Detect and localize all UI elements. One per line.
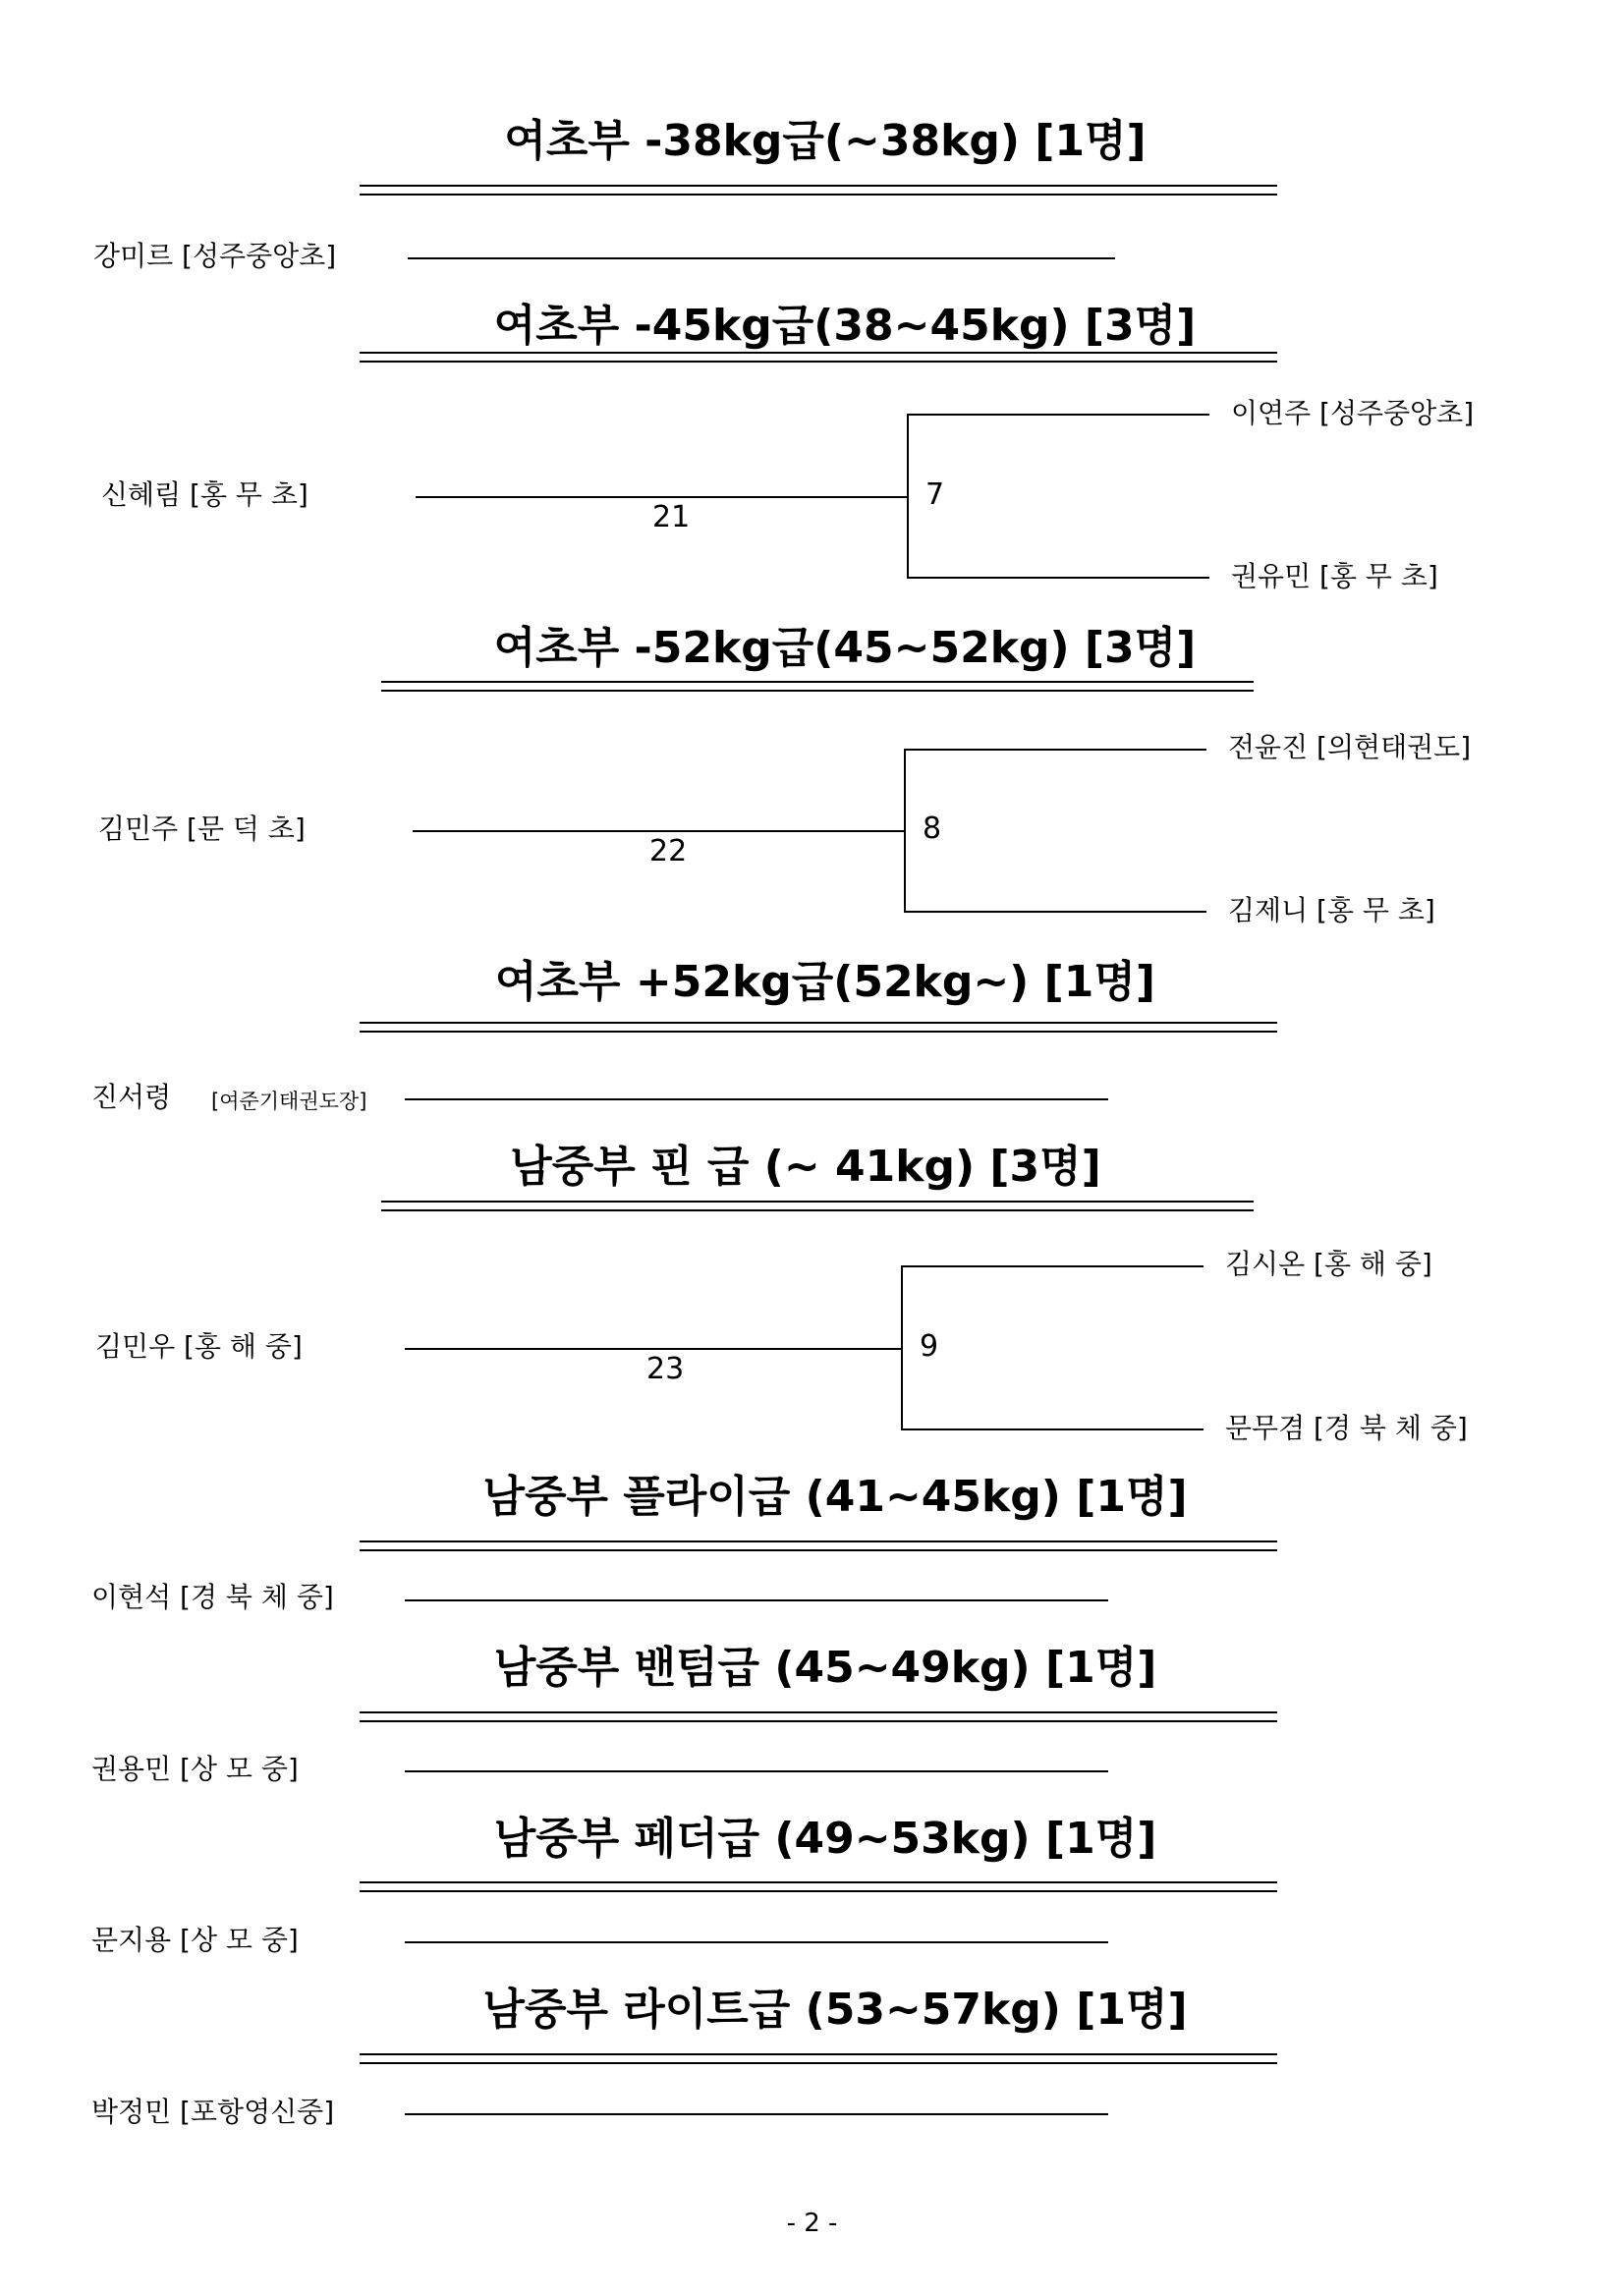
- title-underline: [360, 185, 1277, 196]
- bracket-line: [907, 414, 909, 579]
- athlete-name: 김민우 [홍 해 중]: [95, 1330, 303, 1363]
- section-title: 여초부 +52kg급(52kg~) [1명]: [495, 957, 1155, 1007]
- athlete-name: 권유민 [홍 무 초]: [1231, 560, 1438, 592]
- section-title: 남중부 플라이급 (41~45kg) [1명]: [482, 1472, 1188, 1522]
- athlete-name: 신혜림 [홍 무 초]: [101, 478, 308, 511]
- match-number: 7: [925, 477, 945, 512]
- bracket-line: [901, 1265, 903, 1430]
- bracket-line: [907, 577, 1209, 579]
- athlete-name: 이연주 [성주중앙초]: [1231, 397, 1475, 429]
- athlete-name: 진서령: [91, 1081, 172, 1113]
- bracket-line: [416, 496, 907, 498]
- athlete-name: 문무겸 [경 북 체 중]: [1225, 1412, 1468, 1444]
- title-underline: [360, 1022, 1277, 1033]
- athlete-name: 강미르 [성주중앙초]: [93, 240, 337, 272]
- section-title: 남중부 페더급 (49~53kg) [1명]: [493, 1814, 1157, 1864]
- athlete-name: 김민주 [문 덕 초]: [98, 812, 306, 845]
- title-underline: [360, 352, 1277, 363]
- bracket-line: [405, 1098, 1108, 1100]
- section-title: 남중부 핀 급 (~ 41kg) [3명]: [510, 1142, 1101, 1192]
- bracket-line: [904, 749, 906, 913]
- bracket-line: [405, 1348, 901, 1350]
- athlete-club: [여준기태권도장]: [211, 1090, 367, 1113]
- match-number: 9: [920, 1329, 939, 1364]
- bracket-line: [901, 1428, 1204, 1430]
- athlete-name: 박정민 [포항영신중]: [91, 2096, 335, 2128]
- section-title: 남중부 라이트급 (53~57kg) [1명]: [482, 1985, 1188, 2035]
- title-underline: [360, 1711, 1277, 1722]
- bracket-line: [405, 2113, 1108, 2115]
- bracket-line: [907, 414, 1209, 416]
- title-underline: [360, 1540, 1277, 1551]
- athlete-name: 전윤진 [의현태권도]: [1228, 731, 1472, 763]
- section-title: 남중부 밴텀급 (45~49kg) [1명]: [493, 1643, 1157, 1693]
- bracket-line: [901, 1265, 1204, 1267]
- bracket-line: [904, 749, 1206, 751]
- section-title: 여초부 -45kg급(38~45kg) [3명]: [493, 301, 1197, 351]
- page-number: - 2 -: [786, 2209, 838, 2238]
- section-title: 여초부 -38kg급(~38kg) [1명]: [504, 116, 1147, 166]
- bracket-line: [413, 830, 904, 832]
- athlete-name: 김시온 [홍 해 중]: [1225, 1248, 1432, 1280]
- match-number: 22: [649, 834, 688, 868]
- match-number: 23: [646, 1352, 685, 1386]
- athlete-name: 이현석 [경 북 체 중]: [91, 1581, 334, 1613]
- title-underline: [360, 2053, 1277, 2064]
- bracket-line: [405, 1599, 1108, 1601]
- bracket-line: [408, 257, 1115, 259]
- bracket-line: [405, 1941, 1108, 1943]
- title-underline: [381, 681, 1254, 692]
- athlete-name: 문지용 [상 모 중]: [91, 1924, 299, 1956]
- athlete-name: 권용민 [상 모 중]: [91, 1753, 299, 1785]
- match-number: 8: [923, 812, 942, 846]
- athlete-name: 김제니 [홍 무 초]: [1228, 894, 1435, 926]
- section-title: 여초부 -52kg급(45~52kg) [3명]: [493, 623, 1197, 673]
- bracket-line: [904, 911, 1206, 913]
- title-underline: [381, 1201, 1254, 1211]
- title-underline: [360, 1881, 1277, 1892]
- bracket-line: [405, 1770, 1108, 1772]
- match-number: 21: [652, 500, 691, 534]
